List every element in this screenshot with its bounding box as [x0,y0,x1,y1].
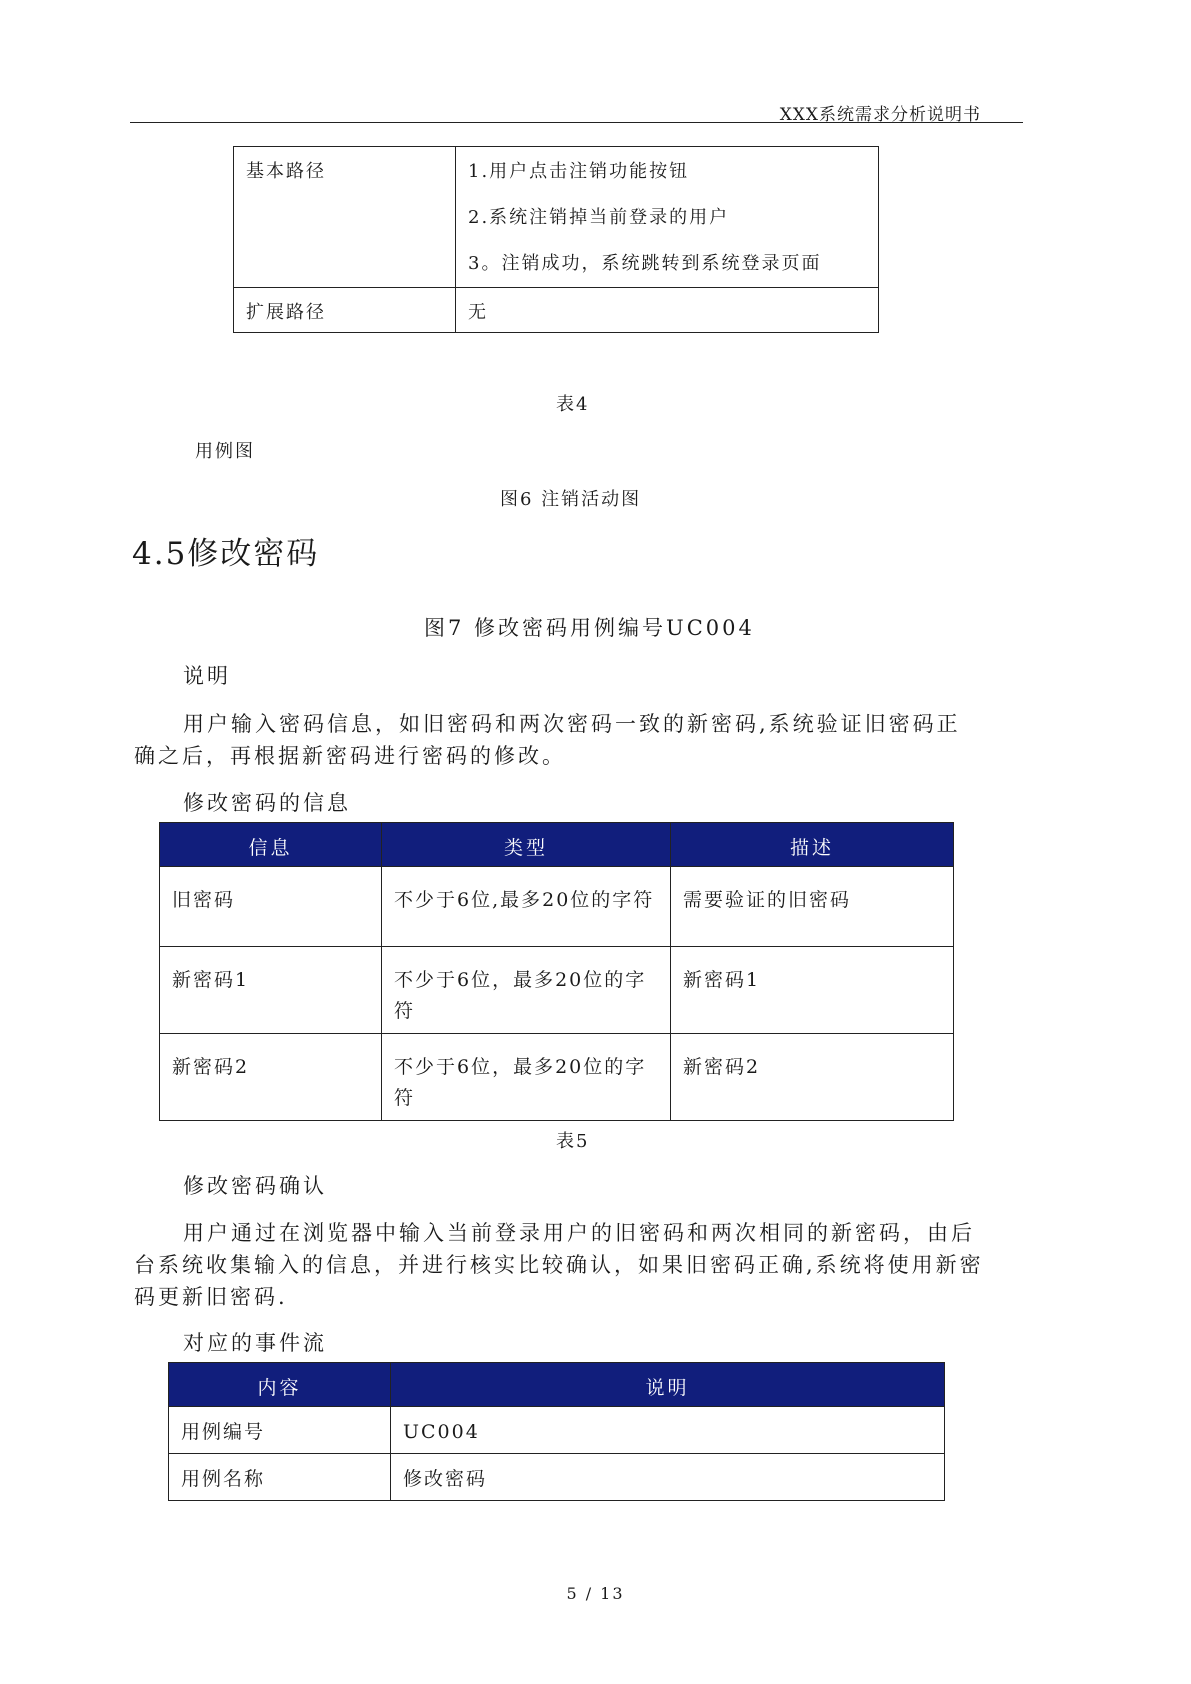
table-row [169,1407,945,1454]
section-heading: 4.5修改密码 [132,536,320,572]
table-4 [233,146,879,333]
table-cell: 新密码2 [160,1034,382,1121]
flow-title: 对应的事件流 [183,1331,327,1355]
col-header-type: 类型 [382,823,671,867]
table-row [160,947,954,1034]
step-2: 2.系统注销掉当前登录的用户 [468,207,730,228]
table-cell: 用例名称 [169,1454,391,1501]
table-5-caption: 表5 [556,1131,590,1152]
confirm-text: 用户通过在浏览器中输入当前登录用户的旧密码和两次相同的新密码，由后台系统收集输入的信息，并进行核实比较确认，如果旧密码正确,系统将使用新密码更新旧密码. [134,1221,984,1309]
confirm-title: 修改密码确认 [183,1174,327,1198]
event-flow-table [168,1362,945,1501]
table-cell: UC004 [391,1407,945,1454]
table-row [234,288,879,333]
table-header-row [160,823,954,867]
table-cell: 新密码1 [160,947,382,1034]
table-cell: 不少于6位，最多20位的字符 [382,947,671,1034]
table-row [234,147,879,288]
usecase-label: 用例图 [195,441,255,462]
table-cell: 不少于6位，最多20位的字符 [382,1034,671,1121]
table-cell: 不少于6位,最多20位的字符 [382,867,671,947]
col-header-info: 信息 [160,823,382,867]
table-row [169,1454,945,1501]
figure-6-caption: 图6 注销活动图 [500,489,642,510]
col-header-explain: 说明 [391,1363,945,1407]
table-5 [159,822,954,1121]
table-cell: 新密码1 [671,947,954,1034]
table-cell: 修改密码 [391,1454,945,1501]
table-row [160,867,954,947]
header-title: XXX系统需求分析说明书 [779,105,981,125]
table-cell: 旧密码 [160,867,382,947]
description-text: 用户输入密码信息，如旧密码和两次密码一致的新密码,系统验证旧密码正确之后，再根据新密码进行密码的修改。 [134,712,961,768]
table-cell: 新密码2 [671,1034,954,1121]
col-header-desc: 描述 [671,823,954,867]
table-header-row [169,1363,945,1407]
table-row [160,1034,954,1121]
basic-path-label: 基本路径 [234,147,456,288]
table-4-caption: 表4 [556,394,590,415]
table-cell: 需要验证的旧密码 [671,867,954,947]
info-title: 修改密码的信息 [183,791,351,815]
col-header-content: 内容 [169,1363,391,1407]
description-title: 说明 [183,664,231,688]
table-cell: 用例编号 [169,1407,391,1454]
extended-path-label: 扩展路径 [234,288,456,333]
extended-path-value: 无 [456,288,879,333]
step-1: 1.用户点击注销功能按钮 [468,161,690,182]
header-rule [130,122,1023,123]
basic-path-steps [456,147,879,288]
page-number: 5 / 13 [566,1584,625,1603]
step-3: 3。注销成功，系统跳转到系统登录页面 [468,253,822,274]
figure-7-caption: 图7 修改密码用例编号UC004 [424,616,755,640]
